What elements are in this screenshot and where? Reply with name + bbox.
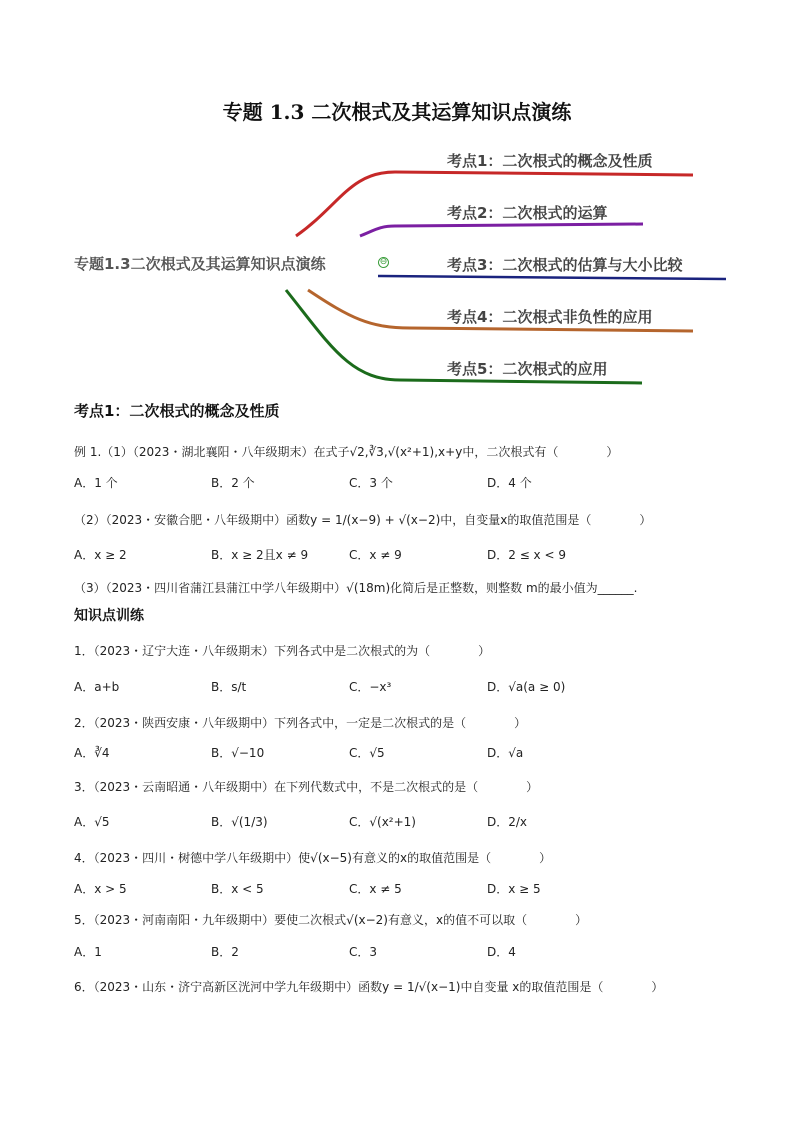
mindmap-topic-5: 考点5：二次根式的应用	[447, 360, 608, 378]
question-4: 4．（2023・四川・树德中学八年级期中）使√(x−5)有意义的x的取值范围是（ ）	[74, 851, 552, 865]
page-title: 专题 1.3 二次根式及其运算知识点演练	[222, 100, 572, 124]
option-d: D．x ≥ 5	[487, 882, 541, 896]
question-3: 3．（2023・云南昭通・八年级期中）在下列代数式中，不是二次根式的是（ ）	[74, 780, 539, 794]
example-question-1: 例 1.（1）（2023・湖北襄阳・八年级期末）在式子√2,∛3,√(x²+1),x+y中，二次根式有（ ）	[74, 445, 619, 459]
option-a: A．∛4	[74, 746, 110, 760]
option-b: B．√(1/3)	[211, 815, 268, 829]
question-5: 5．（2023・河南南阳・九年级期中）要使二次根式√(x−2)有意义，x的值不可以取（ ）	[74, 913, 588, 927]
example-question-2: （2）（2023・安徽合肥・八年级期中）函数y = 1/(x−9) + √(x−2)中，自变量x的取值范围是（ ）	[74, 513, 652, 527]
option-b: B．x ≥ 2且x ≠ 9	[211, 548, 309, 562]
option-a: A．x ≥ 2	[74, 548, 127, 562]
mindmap-topic-4: 考点4：二次根式非负性的应用	[447, 308, 653, 326]
example-question-3: （3）（2023・四川省蒲江县蒲江中学八年级期中）√(18m)化简后是正整数，则整数 m的最小值为______.	[74, 581, 638, 595]
option-b: B．s/t	[211, 680, 247, 694]
mindmap-topic-2: 考点2：二次根式的运算	[447, 204, 608, 222]
option-a: A．1	[74, 945, 102, 959]
branch-line-2	[360, 224, 643, 236]
option-c: C．3	[349, 945, 378, 959]
option-b: B．2	[211, 945, 239, 959]
option-d: D．2 ≤ x < 9	[487, 548, 566, 562]
mindmap-topic-1: 考点1：二次根式的概念及性质	[447, 152, 653, 170]
mindmap-connectors	[0, 0, 794, 400]
option-d: D．√a(a ≥ 0)	[487, 680, 566, 694]
branch-line-3	[378, 276, 726, 279]
section-heading: 考点1：二次根式的概念及性质	[74, 402, 280, 420]
question-1: 1．（2023・辽宁大连・八年级期末）下列各式中是二次根式的为（ ）	[74, 644, 491, 658]
option-c: C．x ≠ 5	[349, 882, 402, 896]
option-c: C．√(x²+1)	[349, 815, 416, 829]
option-b: B．2 个	[211, 476, 255, 490]
mindmap-root: 专题1.3二次根式及其运算知识点演练	[74, 255, 326, 273]
option-c: C．−x³	[349, 680, 392, 694]
mindmap-topic-3: 考点3：二次根式的估算与大小比较	[447, 256, 683, 274]
option-d: D．2/x	[487, 815, 528, 829]
option-c: C．x ≠ 9	[349, 548, 402, 562]
question-2: 2．（2023・陕西安康・八年级期中）下列各式中，一定是二次根式的是（ ）	[74, 716, 527, 730]
option-c: C．√5	[349, 746, 385, 760]
option-d: D．4	[487, 945, 516, 959]
option-d: D．4 个	[487, 476, 532, 490]
option-a: A．x > 5	[74, 882, 127, 896]
option-b: B．x < 5	[211, 882, 264, 896]
option-b: B．√−10	[211, 746, 265, 760]
practice-heading: 知识点训练	[74, 608, 144, 624]
collapse-icon[interactable]: ⊖	[379, 257, 388, 267]
question-6: 6．（2023・山东・济宁高新区洸河中学九年级期中）函数y = 1/√(x−1)中自变量 x的取值范围是（ ）	[74, 980, 664, 994]
option-a: A．a+b	[74, 680, 120, 694]
option-d: D．√a	[487, 746, 524, 760]
option-a: A．√5	[74, 815, 110, 829]
option-a: A．1 个	[74, 476, 118, 490]
option-c: C．3 个	[349, 476, 393, 490]
